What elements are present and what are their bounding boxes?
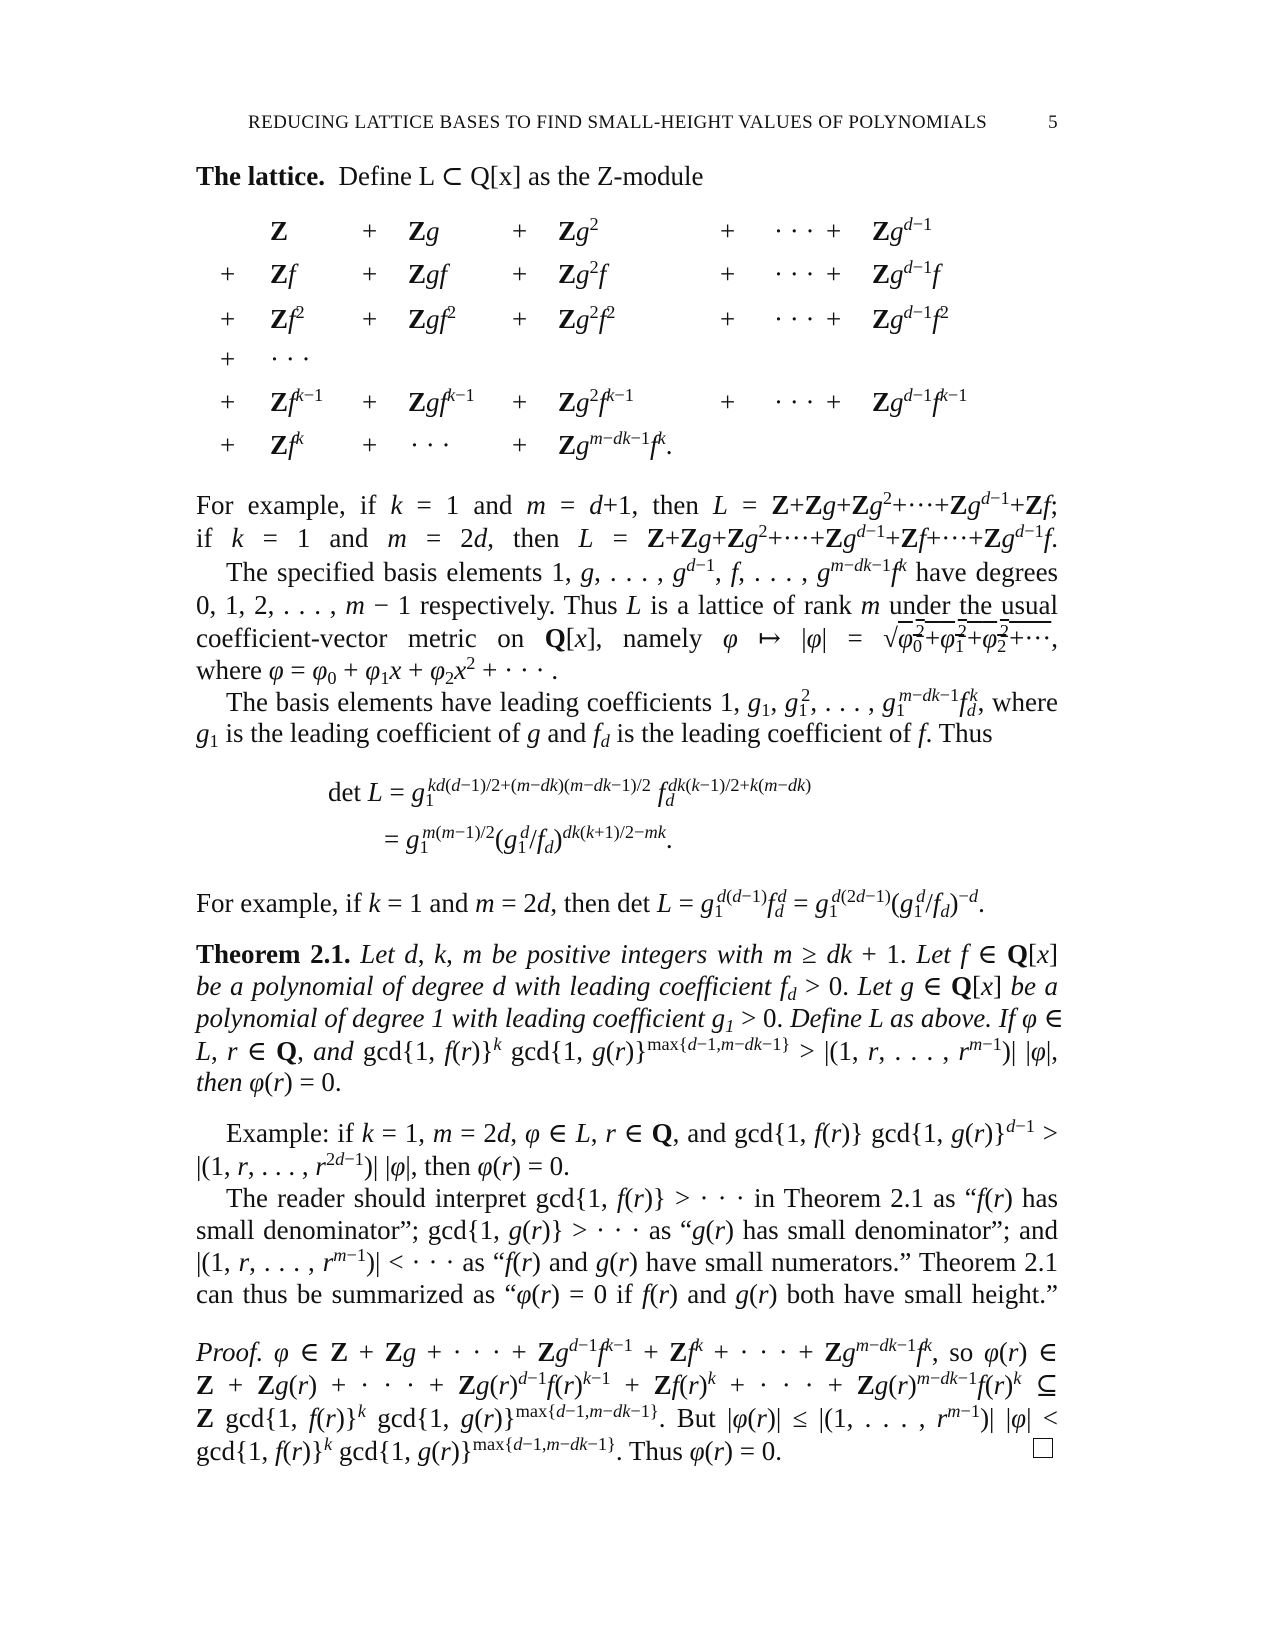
proof-line-1: Proof. φ ∈ Z + Zg + · · · + $Zg^{d-1}f^{k-1} + Zf^k$ + · · · + $Zg^{m-dk-1}f^k$, so φ(r) ∈ <box>196 1334 1058 1367</box>
basis-line-4: where $\varphi = \varphi_0 + \varphi_1x + \varphi_2x^2$ + · · · . <box>196 652 559 689</box>
example-line-2: if k = 1 and m = 2d, then $L = Z+Zg+Zg^2+\cdot\cdot\cdot+Zg^{d-1}+Zf+\cdot\cdot\cdot+Zg^{d-1}f$. <box>196 520 1058 553</box>
matrix-plus: + <box>720 259 736 289</box>
matrix-cell: Zg$^2$ <box>558 213 599 246</box>
lattice-intro: Define L ⊂ Q[x] as the Z-module <box>338 161 704 191</box>
matrix-plus: + <box>826 387 842 417</box>
basis-line-2: 0, 1, 2, . . . , m − 1 respectively. Thus L is a lattice of rank m under the usual <box>196 590 1059 620</box>
matrix-cell: Zgf <box>408 259 448 289</box>
example-line-1: For example, if k = 1 and m = d+1, then $L = Z+Zg+Zg^2+\cdot\cdot\cdot+Zg^{d-1}+Zf$; <box>196 487 1058 520</box>
matrix-plus: + <box>220 430 236 460</box>
theorem-line-4: L, r ∈ Q, and gcd{1, f(r)}$^k$ gcd{1, g(r)}$^{max\{d-1,m-dk-1\}}$ > |(1, r, . . . , $r^{m-1})|$ |φ|, <box>196 1033 1059 1066</box>
matrix-plus: + <box>220 387 236 417</box>
matrix-plus: + <box>826 304 842 334</box>
matrix-dots: · · · <box>410 430 451 460</box>
matrix-plus: + <box>362 430 378 460</box>
theorem-label: Theorem 2.1. <box>196 939 351 969</box>
matrix-cell: $Zg^{d-1}f^2$ <box>872 301 949 334</box>
matrix-cell: $Zg^2f^{k-1}$ <box>558 384 634 417</box>
matrix-cell: Z <box>270 216 289 246</box>
matrix-cell: $Zg^{d-1}$ <box>872 213 933 246</box>
leading-line-1: The basis elements have leading coefficients 1, $g_1$, $g_1^2$, . . . , $g_1^{m-dk-1}f_d^k$, where <box>226 684 1059 721</box>
matrix-cell: $Zf^{k-1}$ <box>270 384 324 417</box>
matrix-plus: + <box>720 216 736 246</box>
remark-line-6: can thus be summarized as “φ(r) = 0 if f(r) and g(r) both have small height.” <box>196 1279 1059 1309</box>
theorem-line-2: be a polynomial of degree d with leading coefficient $f_d > 0$. Let g ∈ Q[x] be a <box>196 971 1058 1005</box>
matrix-plus: + <box>826 259 842 289</box>
basis-line-1: The specified basis elements 1, g, . . . , $g^{d-1}$, f, . . . , $g^{m-dk-1}f^k$ have degrees <box>226 554 1059 587</box>
basis-line-3: coefficient-vector metric on Q[x], namely φ ↦ $|\varphi| = √\varphi_0^2+\varphi_1^2+\varphi_2^2+\cdot\cdot\cdot$, <box>196 620 1059 657</box>
matrix-cell: Zf <box>270 259 296 289</box>
proof-line-2: Z + Zg(r) + · · · + $Zg(r)^{d-1}f(r)^{k-1} + Zf(r)^k$ + · · · + $Zg(r)^{m-dk-1}f(r)^k$ ⊆ <box>196 1367 1058 1400</box>
theorem-line-5: then φ(r) = 0. <box>196 1067 342 1097</box>
remark-line-3: The reader should interpret gcd{1, f(r)} > · · · in Theorem 2.1 as “f(r) has <box>226 1183 1058 1213</box>
matrix-plus: + <box>362 304 378 334</box>
determinant-line-2: = $g_1^{m(m-1)/2}(g_1^d/f_d)^{dk(k+1)/2-mk}$. <box>384 821 673 858</box>
determinant-line-1: $\det L = g_1^{kd(d-1)/2+(m-dk)(m-dk-1)/2}$ $f_d^{dk(k-1)/2+k(m-dk)}$ <box>328 774 812 811</box>
matrix-plus: + <box>512 430 528 460</box>
matrix-plus: + <box>720 387 736 417</box>
matrix-cell: $Zg^{d-1}f^{k-1}$ <box>872 384 968 417</box>
matrix-plus: + <box>362 259 378 289</box>
matrix-plus: + <box>220 344 236 374</box>
matrix-cell: $Zg^{m-dk-1}f^k$. <box>558 427 673 460</box>
lattice-paragraph <box>196 159 1058 193</box>
lattice-heading: The lattice. <box>196 161 325 191</box>
matrix-plus: + <box>512 387 528 417</box>
matrix-cell: Zg$^2$f <box>558 256 607 289</box>
remark-line-5: |(1, r, . . . , $r^{m-1})|$ < · · · as “f(r) and g(r) have small numerators.” Theorem 2.1 <box>196 1244 1058 1277</box>
theorem-line-3: polynomial of degree 1 with leading coefficient $g_1 > 0$. Define L as above. If φ ∈ <box>196 1003 1064 1037</box>
matrix-plus: + <box>720 304 736 334</box>
det-example: For example, if k = 1 and m = 2d, then $\det L = g_1^{d(d-1)}f_d^d = g_1^{d(2d-1)}(g_1^d/f_d)^{-d}$. <box>196 885 985 922</box>
matrix-plus: + <box>220 259 236 289</box>
page-number: 5 <box>1048 112 1058 133</box>
theorem-line-1: Theorem 2.1. Let d, k, m be positive integers with m ≥ dk + 1. Let f ∈ Q[x] <box>196 939 1059 969</box>
remark-line-2: |(1, r, . . . , $r^{2d-1})|$ |φ|, then φ(r) = 0. <box>196 1148 570 1181</box>
matrix-dots: · · · <box>774 259 815 289</box>
matrix-cell: Zf$^k$ <box>270 427 304 460</box>
proof-line-3: Z gcd{1, f(r)}$^k$ gcd{1, g(r)}$^{max\{d-1,m-dk-1\}}$. But |φ(r)| ≤ |(1, . . . , $r^{m-1})|$ |φ| < <box>196 1400 1059 1433</box>
matrix-plus: + <box>220 304 236 334</box>
matrix-plus: + <box>362 387 378 417</box>
matrix-dots: · · · <box>270 344 311 374</box>
proof-label: Proof. <box>196 1337 264 1367</box>
leading-line-2: $g_1$ is the leading coefficient of g and $f_d$ is the leading coefficient of f. Thus <box>196 718 993 752</box>
matrix-plus: + <box>512 216 528 246</box>
remark-line-4: small denominator”; gcd{1, g(r)} > · · · as “g(r) has small denominator”; and <box>196 1215 1059 1245</box>
matrix-plus: + <box>512 259 528 289</box>
matrix-plus: + <box>362 216 378 246</box>
matrix-plus: + <box>826 216 842 246</box>
running-title: REDUCING LATTICE BASES TO FIND SMALL-HEIGHT VALUES OF POLYNOMIALS <box>248 112 988 133</box>
proof-line-4: gcd{1, f(r)}$^k$ gcd{1, g(r)}$^{max\{d-1,m-dk-1\}}$. Thus φ(r) = 0. <box>196 1433 783 1466</box>
matrix-cell: Zgf$^{k-1}$ <box>408 384 475 417</box>
matrix-cell: Zg <box>408 216 440 246</box>
matrix-cell: $Zg^2f^2$ <box>558 301 616 334</box>
matrix-dots: · · · <box>774 216 815 246</box>
matrix-plus: + <box>512 304 528 334</box>
matrix-dots: · · · <box>774 387 815 417</box>
qed-square-icon <box>1033 1438 1053 1458</box>
matrix-cell: $Zg^{d-1}f$ <box>872 256 940 289</box>
remark-line-1: Example: if k = 1, m = 2d, φ ∈ L, r ∈ Q, and gcd{1, f(r)} gcd{1, g(r)}$^{d-1}$ > <box>226 1115 1059 1148</box>
matrix-cell: Zgf$^2$ <box>408 301 457 334</box>
matrix-dots: · · · <box>774 304 815 334</box>
matrix-cell: Zf$^2$ <box>270 301 305 334</box>
